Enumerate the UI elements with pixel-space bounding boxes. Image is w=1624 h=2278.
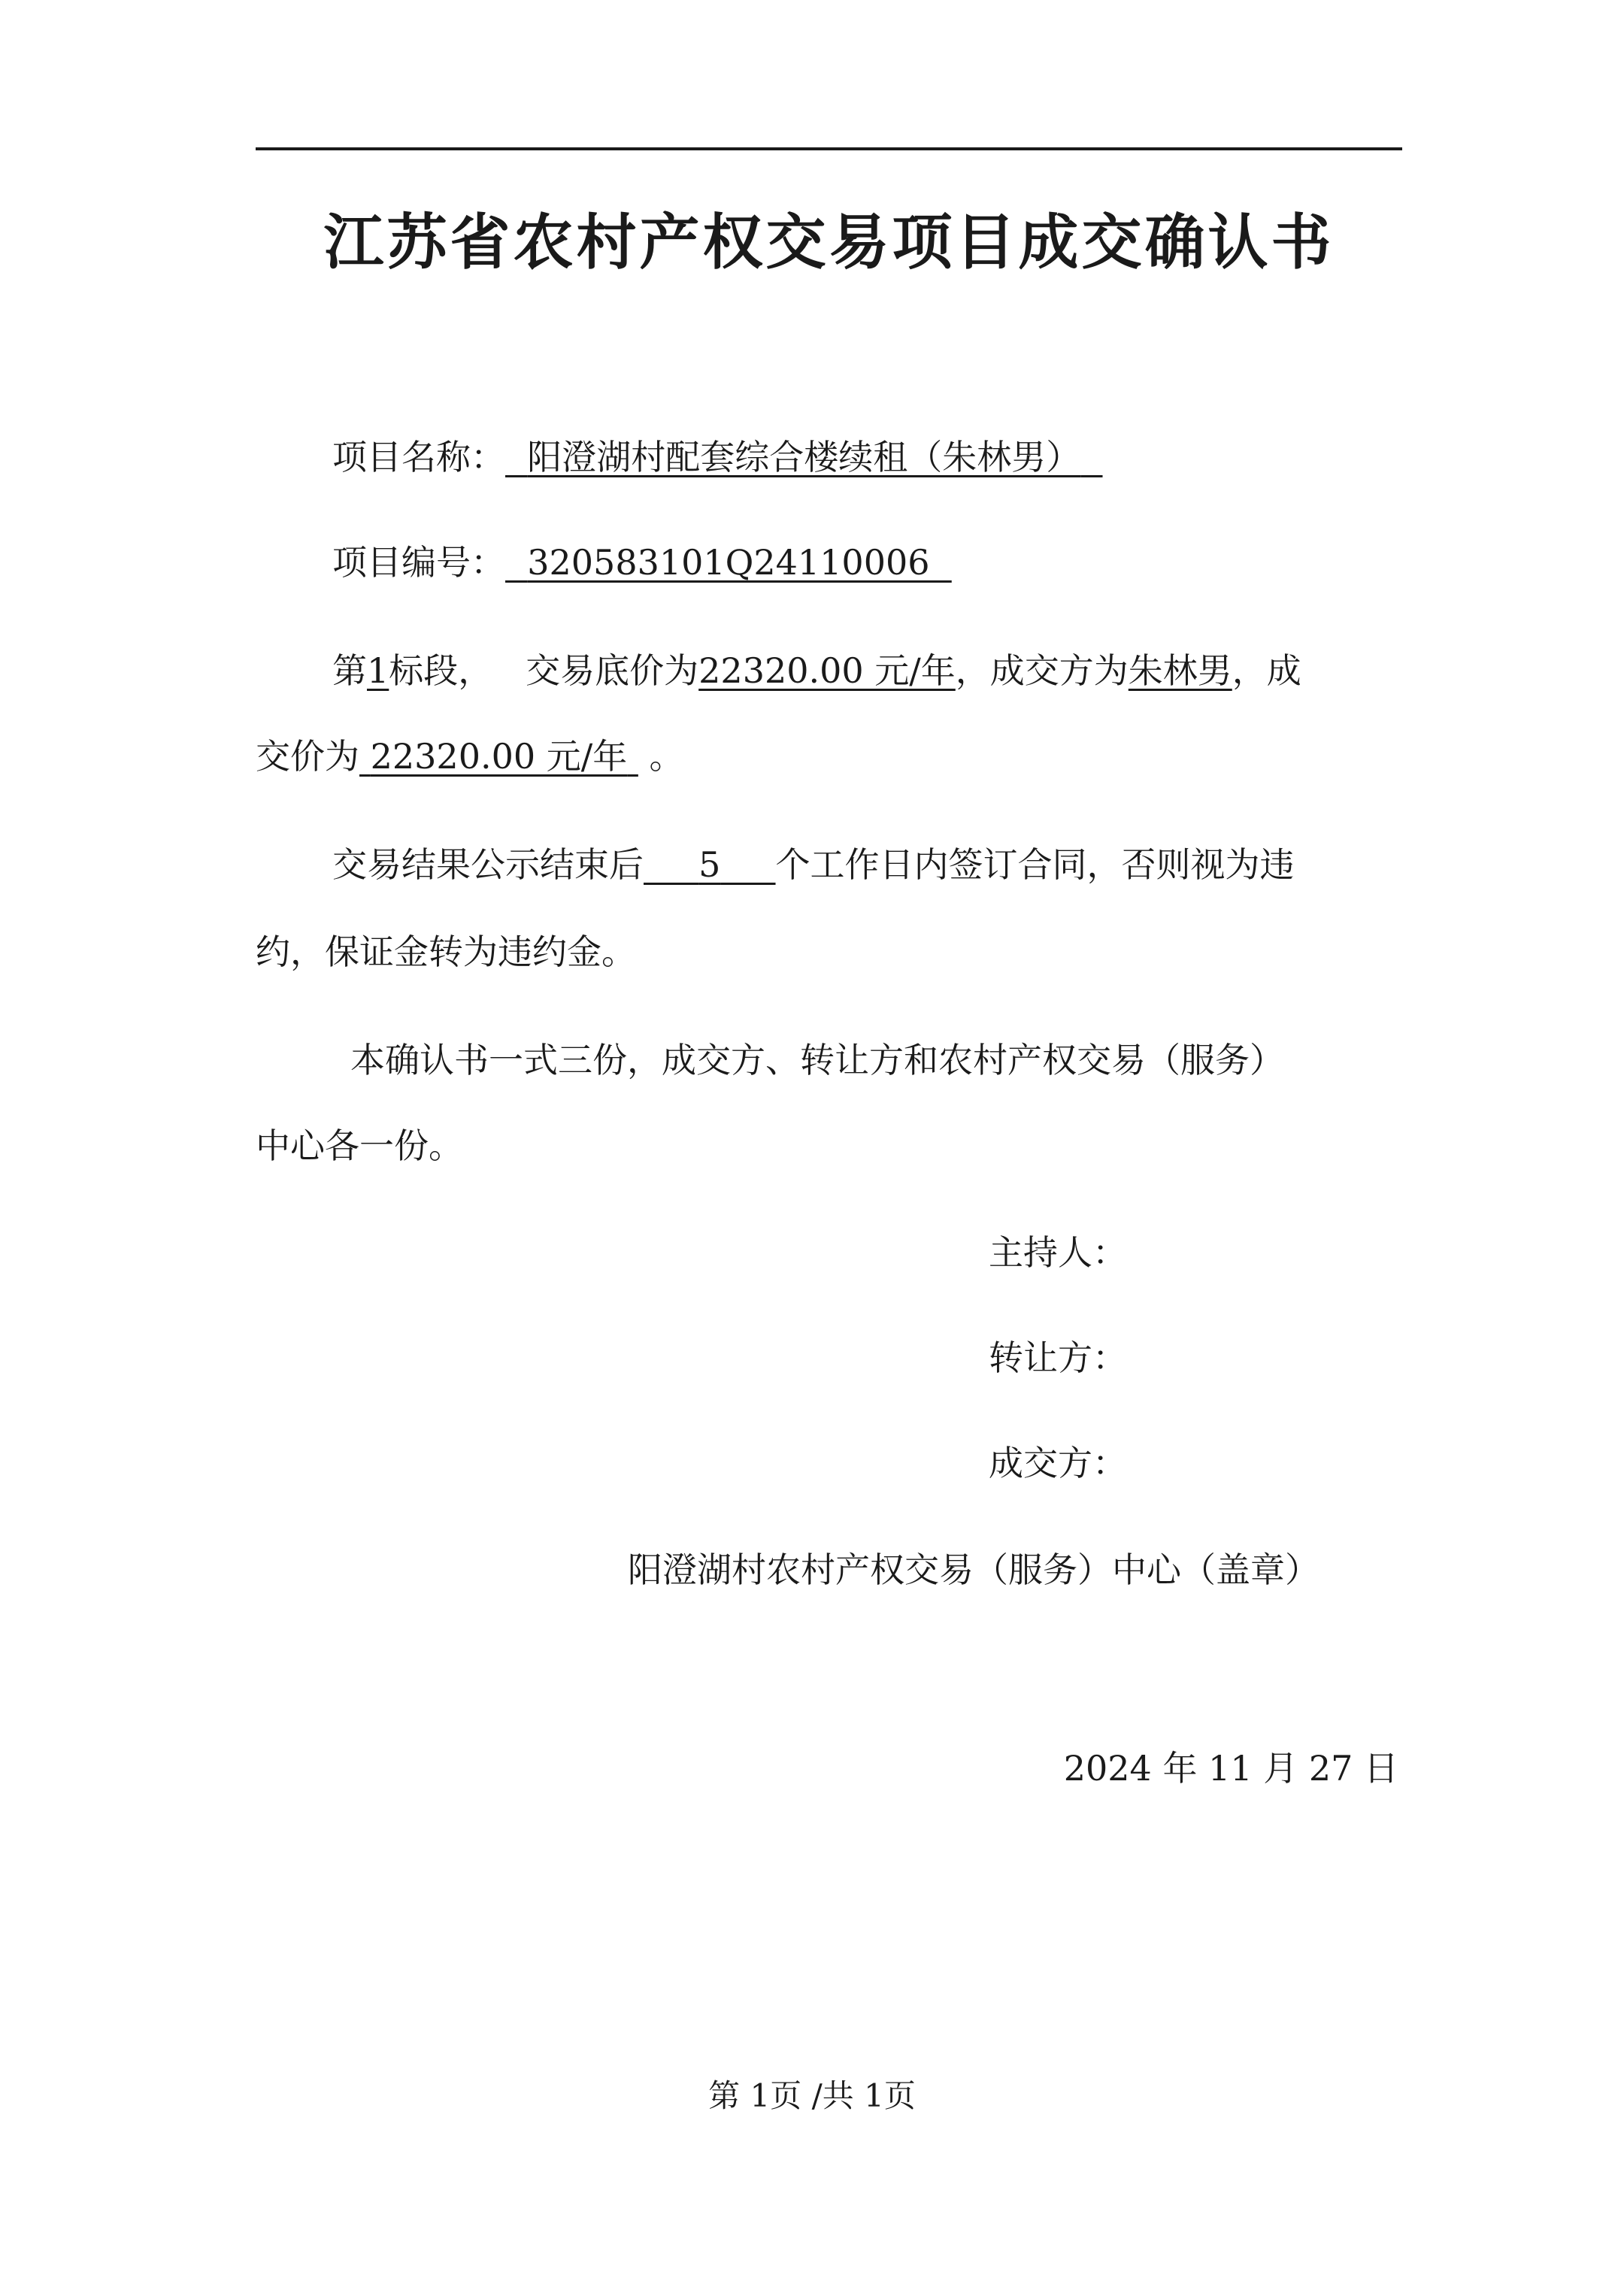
signing-text-a: 交易结果公示结束后	[332, 844, 644, 885]
buyer-name: 朱林男	[1128, 650, 1232, 691]
page-indicator: 第 1页 /共 1页	[708, 2077, 916, 2114]
lot-price-row	[332, 648, 1301, 693]
buyer-sign-label: 成交方：	[989, 1443, 1127, 1483]
transferor-label: 转让方：	[989, 1337, 1127, 1378]
lot-prefix: 第	[332, 650, 367, 691]
copies-clause-row-2	[256, 1123, 463, 1168]
project-name-label: 项目名称：	[332, 437, 505, 477]
project-number-value: 320583101Q24110006	[527, 542, 930, 583]
lot-number: 1	[367, 650, 389, 691]
base-price-label: 交易底价为	[526, 650, 699, 691]
host-label: 主持人：	[989, 1232, 1127, 1273]
deal-price-row	[256, 734, 683, 779]
copies-clause-row-1	[350, 1038, 1284, 1083]
copies-text-b: 中心各一份。	[256, 1125, 463, 1166]
deal-price-label: 交价为	[256, 736, 359, 777]
signing-text-c: 约，保证金转为违约金。	[256, 931, 636, 972]
top-rule	[256, 147, 1402, 150]
document-date: 2024 年 11 月 27 日	[1063, 1748, 1398, 1789]
deal-price-value: 22320.00 元/年	[370, 736, 628, 777]
project-number-row	[332, 540, 952, 585]
deal-price-end: 。	[649, 736, 684, 777]
project-name-row	[332, 435, 1103, 480]
signing-text-b: 个工作日内签订合同，否则视为违	[775, 844, 1295, 885]
center-name: 阳澄湖村农村产权交易（服务）中心（盖章）	[628, 1549, 1320, 1590]
document-title: 江苏省农村产权交易项目成交确认书	[323, 208, 1335, 277]
lot-suffix: 标段，	[389, 650, 493, 691]
signing-clause-row-1	[332, 842, 1295, 887]
deal-price-label-start: ，成	[1232, 650, 1301, 691]
base-price-value: 22320.00 元/年	[698, 650, 956, 691]
project-number-label: 项目编号：	[332, 542, 505, 583]
project-name-value: 阳澄湖村配套综合楼续租（朱林男）	[527, 437, 1081, 477]
signing-days: 5	[698, 844, 721, 885]
copies-text-a: 本确认书一式三份，成交方、转让方和农村产权交易（服务）	[350, 1040, 1284, 1080]
buyer-label: ，成交方为	[955, 650, 1129, 691]
signing-clause-row-2	[256, 929, 636, 974]
